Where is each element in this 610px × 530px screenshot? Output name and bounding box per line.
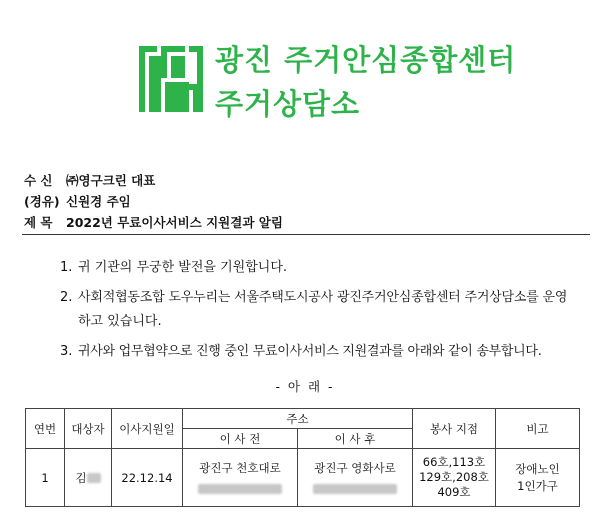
item-number: 2. [60, 290, 73, 305]
subject-value: 2022년 무료이사서비스 지원결과 알림 [66, 215, 283, 230]
col-header-no: 연번 [26, 409, 65, 449]
col-header-note: 비고 [496, 409, 580, 449]
rooms-line: 66호,113호 [422, 455, 486, 469]
note-line: 1인가구 [517, 478, 558, 493]
cell-rooms [413, 449, 496, 507]
support-result-table [25, 408, 580, 507]
col-header-person: 대상자 [65, 409, 112, 449]
header-divider [22, 234, 590, 235]
subject-row [24, 212, 283, 233]
rooms-line: 409호 [437, 485, 471, 499]
redacted-before-detail [183, 482, 297, 496]
rooms-line: 129호,208호 [419, 470, 489, 484]
table-row [26, 449, 580, 507]
subject-label: 제 목 [24, 215, 53, 230]
org-name: 광진 주거안심종합센터 [215, 43, 517, 77]
person-name: 김 [75, 470, 87, 485]
via-value: 신원경 주임 [66, 194, 131, 209]
col-header-rooms: 봉사 지점 [413, 409, 496, 449]
cell-date: 22.12.14 [112, 449, 183, 507]
recipient-value: ㈜영구크린 대표 [66, 173, 156, 188]
redacted-after-detail [298, 482, 412, 496]
via-row [24, 191, 283, 212]
table-header-row [26, 409, 580, 429]
cell-note [496, 449, 580, 507]
col-header-before: 이 사 전 [183, 429, 298, 449]
recipient-row [24, 170, 283, 191]
after-address: 광진구 영화사로 [314, 460, 396, 475]
list-item-continuation: 하고 있습니다. [78, 314, 162, 329]
col-header-date: 이사지원일 [112, 409, 183, 449]
note-line: 장애노인 [515, 461, 560, 476]
recipient-label: 수 신 [24, 173, 53, 188]
via-label: (경유) [24, 194, 60, 209]
house-logo-icon [139, 40, 203, 116]
below-heading: - 아 래 - [275, 379, 335, 394]
item-number: 3. [60, 344, 73, 359]
cell-after [298, 449, 413, 507]
item-text: 귀 기관의 무궁한 발전을 기원합니다. [78, 260, 288, 275]
col-header-address: 주소 [183, 409, 413, 429]
item-text: 사회적협동조합 도우누리는 서울주택도시공사 광진주거안심종합센터 주거상담소를 운영 [78, 290, 568, 305]
letter-body [60, 256, 580, 364]
org-subtitle: 주거상담소 [215, 87, 361, 121]
item-number: 1. [60, 260, 73, 275]
cell-no: 1 [26, 449, 65, 507]
list-item [60, 256, 580, 280]
org-logo [139, 38, 517, 121]
before-address: 광진구 천호대로 [199, 460, 281, 475]
cell-person [65, 449, 112, 507]
cell-before [183, 449, 298, 507]
letter-header [24, 170, 283, 233]
list-item [60, 286, 580, 310]
list-item [60, 340, 580, 364]
item-text: 귀사와 업무협약으로 진행 중인 무료이사서비스 지원결과를 아래와 같이 송부합니다. [78, 344, 542, 359]
col-header-after: 이 사 후 [298, 429, 413, 449]
redacted-name [87, 473, 101, 483]
